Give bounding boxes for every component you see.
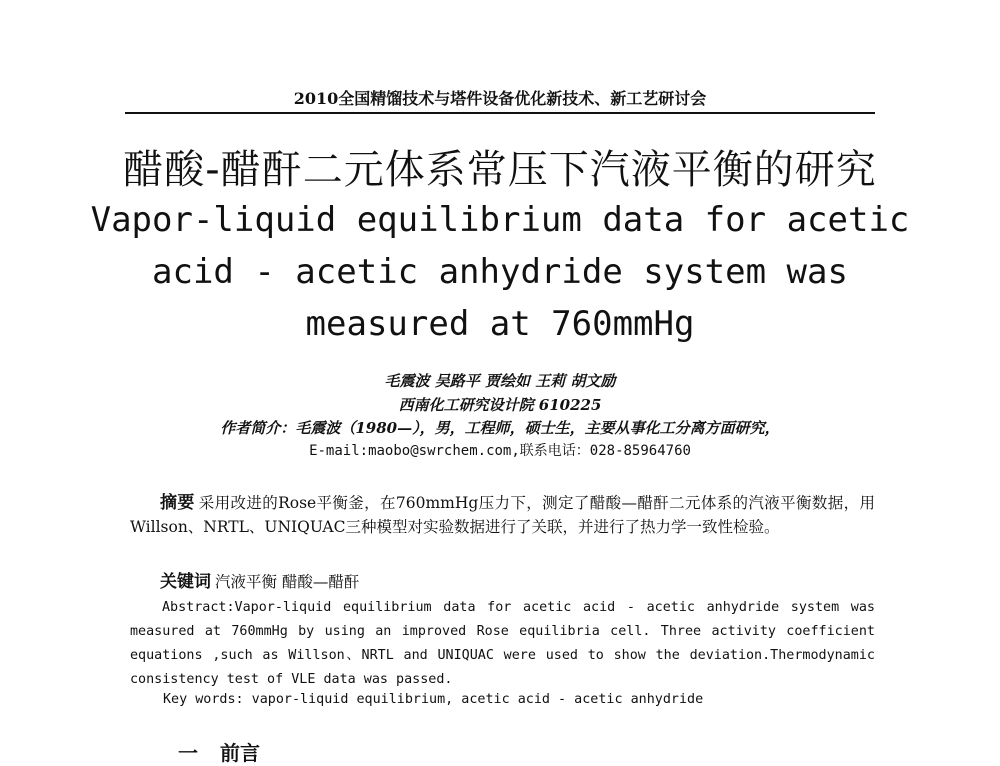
section-title: 前言: [220, 741, 260, 765]
author-contact: E-mail:maobo@swrchem.com,联系电话：028-85964760: [309, 443, 691, 459]
keywords-english: Key words: vapor-liquid equilibrium, acetic acid - acetic anhydride: [163, 692, 704, 707]
section-heading: [178, 737, 578, 766]
author-bio: 作者简介：毛震波（1980—），男，工程师，硕士生，主要从事化工分离方面研究，: [220, 419, 780, 437]
header-rule: [125, 112, 875, 114]
section-number: 一: [178, 741, 198, 765]
abstract-chinese-label: 摘要: [160, 493, 195, 513]
abstract-chinese: [130, 491, 875, 539]
title-chinese: 醋酸-醋酐二元体系常压下汽液平衡的研究: [123, 147, 877, 193]
keywords-chinese-text: 汽液平衡 醋酸—醋酐: [215, 573, 360, 591]
title-english: [80, 194, 920, 350]
title-english-line: acid - acetic anhydride system was: [152, 252, 848, 292]
title-english-line: Vapor-liquid equilibrium data for acetic: [90, 200, 910, 240]
conference-header: 2010全国精馏技术与塔件设备优化新技术、新工艺研讨会: [293, 89, 707, 108]
abstract-chinese-text: 采用改进的Rose平衡釜，在760mmHg压力下，测定了醋酸—醋酐二元体系的汽液平衡数据，用Willson、NRTL、UNIQUAC三种模型对实验数据进行了关联，并进行了热力学一致性检验。: [130, 494, 875, 536]
keywords-chinese-label: 关键词: [160, 572, 211, 592]
title-english-line: measured at 760mmHg: [305, 304, 695, 344]
affiliation: 西南化工研究设计院 610225: [398, 396, 602, 414]
author-list: 毛震波 吴路平 贾绘如 王莉 胡文励: [384, 372, 616, 390]
keywords-chinese: [160, 567, 860, 592]
abstract-english: Abstract:Vapor-liquid equilibrium data for acetic acid - acetic anhydride system was measured at 760mmHg by using an improved Rose equilibria cell. Three activity coefficient equations ,such as Willson、NRTL and UNIQUAC were used to show the deviation.Thermodynamic consistency test of VLE data was passed.: [130, 600, 875, 687]
